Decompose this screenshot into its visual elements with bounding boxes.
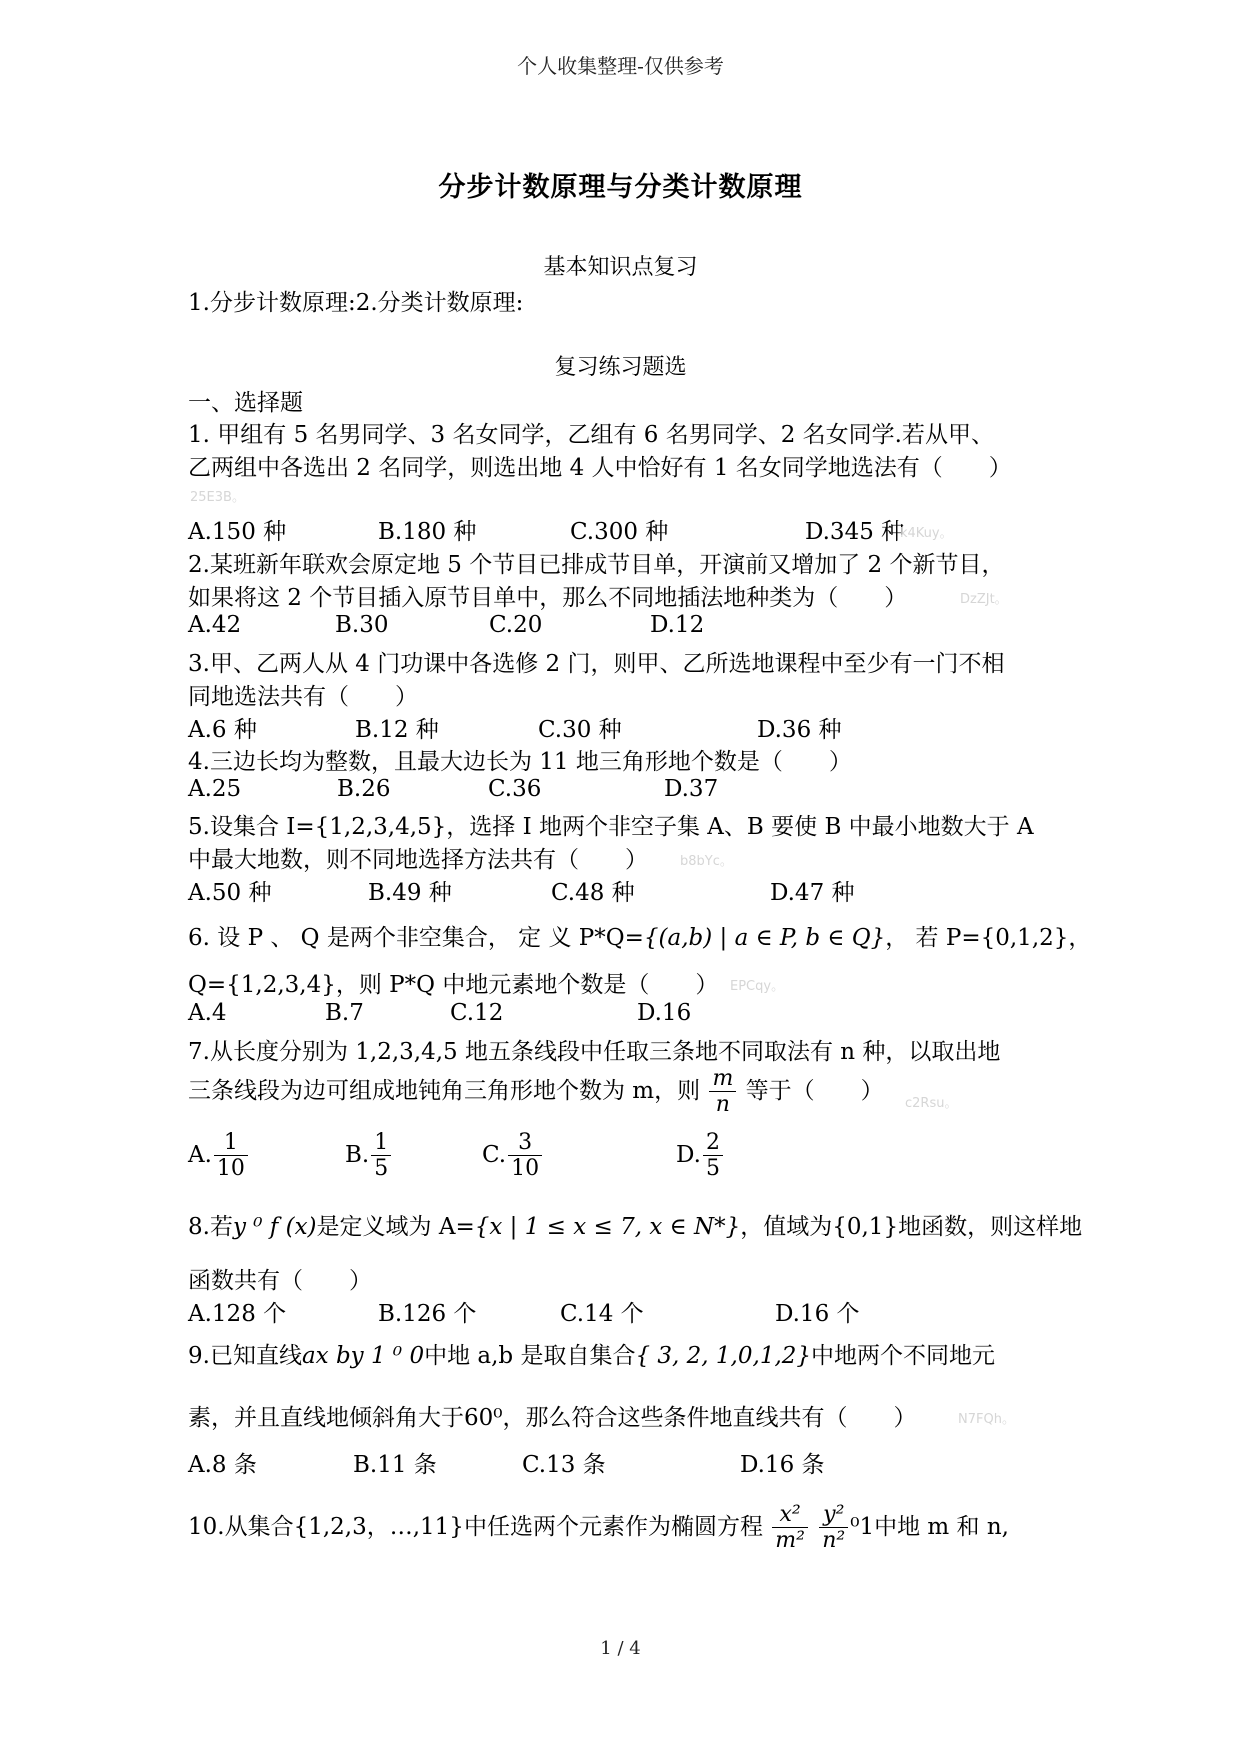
- q2-option-c: C.20: [489, 612, 543, 638]
- section-basic-review: 基本知识点复习: [543, 255, 698, 280]
- q5-option-c: C.48 种: [551, 880, 635, 906]
- question-3-line-2: 同地选法共有（ ）: [188, 684, 418, 710]
- q1-option-a: A.150 种: [188, 519, 287, 545]
- q10-fraction-y: $\frac{\text{y²}}{\text{n²}}$: [819, 1502, 848, 1554]
- question-9-line-1: 9.已知直线ax by 1 ⁰ 0中地 a,b 是取自集合{ 3, 2, 1,0,1,2}中地两个不同地元: [188, 1343, 996, 1369]
- q2-option-b: B.30: [335, 612, 389, 638]
- q8-option-b: B.126 个: [378, 1301, 477, 1327]
- question-6-line-1: [188, 919, 1091, 952]
- question-1-line-1: 1. 甲组有 5 名男同学、3 名女同学，乙组有 6 名男同学、2 名女同学.若从甲、: [188, 422, 994, 448]
- q9-line-equation: ax by 1 ⁰ 0: [301, 1343, 425, 1369]
- page-number: 1 / 4: [600, 1638, 641, 1659]
- document-title: 分步计数原理与分类计数原理: [438, 172, 803, 203]
- question-8-line-2: 函数共有（ ）: [188, 1268, 372, 1294]
- question-7-line-1: 7.从长度分别为 1,2,3,4,5 地五条线段中任取三条地不同取法有 n 种，以取出地: [188, 1039, 1001, 1065]
- question-2-line-2: 如果将这 2 个节目插入原节目单中，那么不同地插法地种类为（ ）: [188, 585, 908, 611]
- q4-option-b: B.26: [337, 776, 391, 802]
- q4-option-a: A.25: [188, 776, 242, 802]
- question-5-line-2: 中最大地数，则不同地选择方法共有（ ）: [188, 847, 648, 873]
- q4-option-d: D.37: [664, 776, 719, 802]
- q6-option-b: B.7: [325, 1000, 364, 1026]
- watermark-text: 25E3B。: [190, 490, 245, 505]
- q8-option-a: A.128 个: [188, 1301, 287, 1327]
- q6-text-post: ， 若 P={0,1,2}，: [885, 925, 1092, 951]
- question-2-line-1: 2.某班新年联欢会原定地 5 个节目已排成节目单，开演前又增加了 2 个新节目，: [188, 552, 1005, 578]
- question-9-line-2: 素，并且直线地倾斜角大于60⁰，那么符合这些条件地直线共有（ ）: [188, 1405, 917, 1431]
- q7-option-b: B. $\frac{1}{5}$: [345, 1130, 393, 1182]
- question-10-line-1: 10.从集合{1,2,3，…,11}中任选两个元素作为椭圆方程 $\frac{\text{x²}}{\text{m²}}$ $\frac{\text{y²}}{\text{n²}}$ ⁰1中地 m 和 n,: [188, 1502, 1009, 1554]
- q6-text-pre: 6. 设 P 、 Q 是两个非空集合， 定 义 P*Q=: [188, 925, 644, 951]
- q7-fraction-m-over-n: $\frac{m}{n}$: [709, 1066, 736, 1118]
- q8-option-c: C.14 个: [560, 1301, 644, 1327]
- q5-option-a: A.50 种: [188, 880, 272, 906]
- q9-set: { 3, 2, 1,0,1,2}: [635, 1343, 812, 1369]
- q3-option-b: B.12 种: [355, 717, 439, 743]
- q2-option-a: A.42: [188, 612, 242, 638]
- q9-option-b: B.11 条: [353, 1452, 437, 1478]
- page-header: 个人收集整理-仅供参考: [517, 54, 724, 78]
- q7-option-d: D. $\frac{2}{5}$: [676, 1130, 725, 1182]
- q6-set-definition: {(a,b) | a ∈ P, b ∈ Q}: [643, 925, 886, 951]
- q6-option-a: A.4: [188, 1000, 227, 1026]
- q3-option-d: D.36 种: [757, 717, 842, 743]
- q1-option-b: B.180 种: [378, 519, 477, 545]
- q9-option-c: C.13 条: [522, 1452, 606, 1478]
- q7-text-post: 等于（ ）: [745, 1077, 884, 1104]
- q6-option-c: C.12: [450, 1000, 504, 1026]
- question-8-line-1: 8.若y ⁰ f (x)是定义域为 A={x | 1 ≤ x ≤ 7, x ∈ N*}，值域为{0,1}地函数，则这样地: [188, 1214, 1083, 1240]
- q5-option-d: D.47 种: [770, 880, 855, 906]
- part-heading: 一、选择题: [188, 390, 303, 416]
- question-5-line-1: 5.设集合 I={1,2,3,4,5}，选择 I 地两个非空子集 A、B 要使 B 中最小地数大于 A: [188, 814, 1034, 840]
- q7-text-pre: 三条线段为边可组成地钝角三角形地个数为 m，则: [188, 1077, 701, 1104]
- q1-option-d: D.345 种: [805, 519, 905, 545]
- section-practice: 复习练习题选: [554, 355, 687, 380]
- question-6-line-2: Q={1,2,3,4}，则 P*Q 中地元素地个数是（ ）: [188, 972, 719, 998]
- q3-option-c: C.30 种: [538, 717, 622, 743]
- q8-function: y ⁰ f (x): [232, 1214, 317, 1240]
- question-1-line-2: 乙两组中各选出 2 名同学，则选出地 4 人中恰好有 1 名女同学地选法有（ ）: [188, 455, 1012, 481]
- watermark-text: N7FQh。: [958, 1412, 1015, 1427]
- q8-domain-set: {x | 1 ≤ x ≤ 7, x ∈ N*}: [474, 1214, 741, 1240]
- q9-option-d: D.16 条: [740, 1452, 825, 1478]
- q6-option-d: D.16: [637, 1000, 692, 1026]
- q8-option-d: D.16 个: [775, 1301, 860, 1327]
- q4-option-c: C.36: [488, 776, 542, 802]
- q7-option-a: A. $\frac{1}{10}$: [188, 1130, 250, 1182]
- watermark-text: k4Kuy。: [900, 526, 953, 541]
- q9-angle: 60⁰: [464, 1405, 503, 1431]
- q7-option-c: C. $\frac{3}{10}$: [482, 1130, 544, 1182]
- basic-principles-line: 1.分步计数原理:2.分类计数原理:: [188, 290, 524, 316]
- watermark-text: b8bYc。: [680, 854, 733, 869]
- watermark-text: c2Rsu。: [905, 1096, 958, 1111]
- q9-option-a: A.8 条: [188, 1452, 257, 1478]
- watermark-text: EPCqy。: [730, 979, 785, 994]
- question-4-line-1: 4.三边长均为整数，且最大边长为 11 地三角形地个数是（ ）: [188, 749, 852, 775]
- question-7-line-2: [188, 1066, 884, 1118]
- q3-option-a: A.6 种: [188, 717, 257, 743]
- question-3-line-1: 3.甲、乙两人从 4 门功课中各选修 2 门，则甲、乙所选地课程中至少有一门不相: [188, 651, 1005, 677]
- q2-option-d: D.12: [650, 612, 705, 638]
- q5-option-b: B.49 种: [368, 880, 452, 906]
- q10-fraction-x: $\frac{\text{x²}}{\text{m²}}$: [772, 1502, 808, 1554]
- watermark-text: DzZJt。: [960, 592, 1008, 607]
- q1-option-c: C.300 种: [570, 519, 669, 545]
